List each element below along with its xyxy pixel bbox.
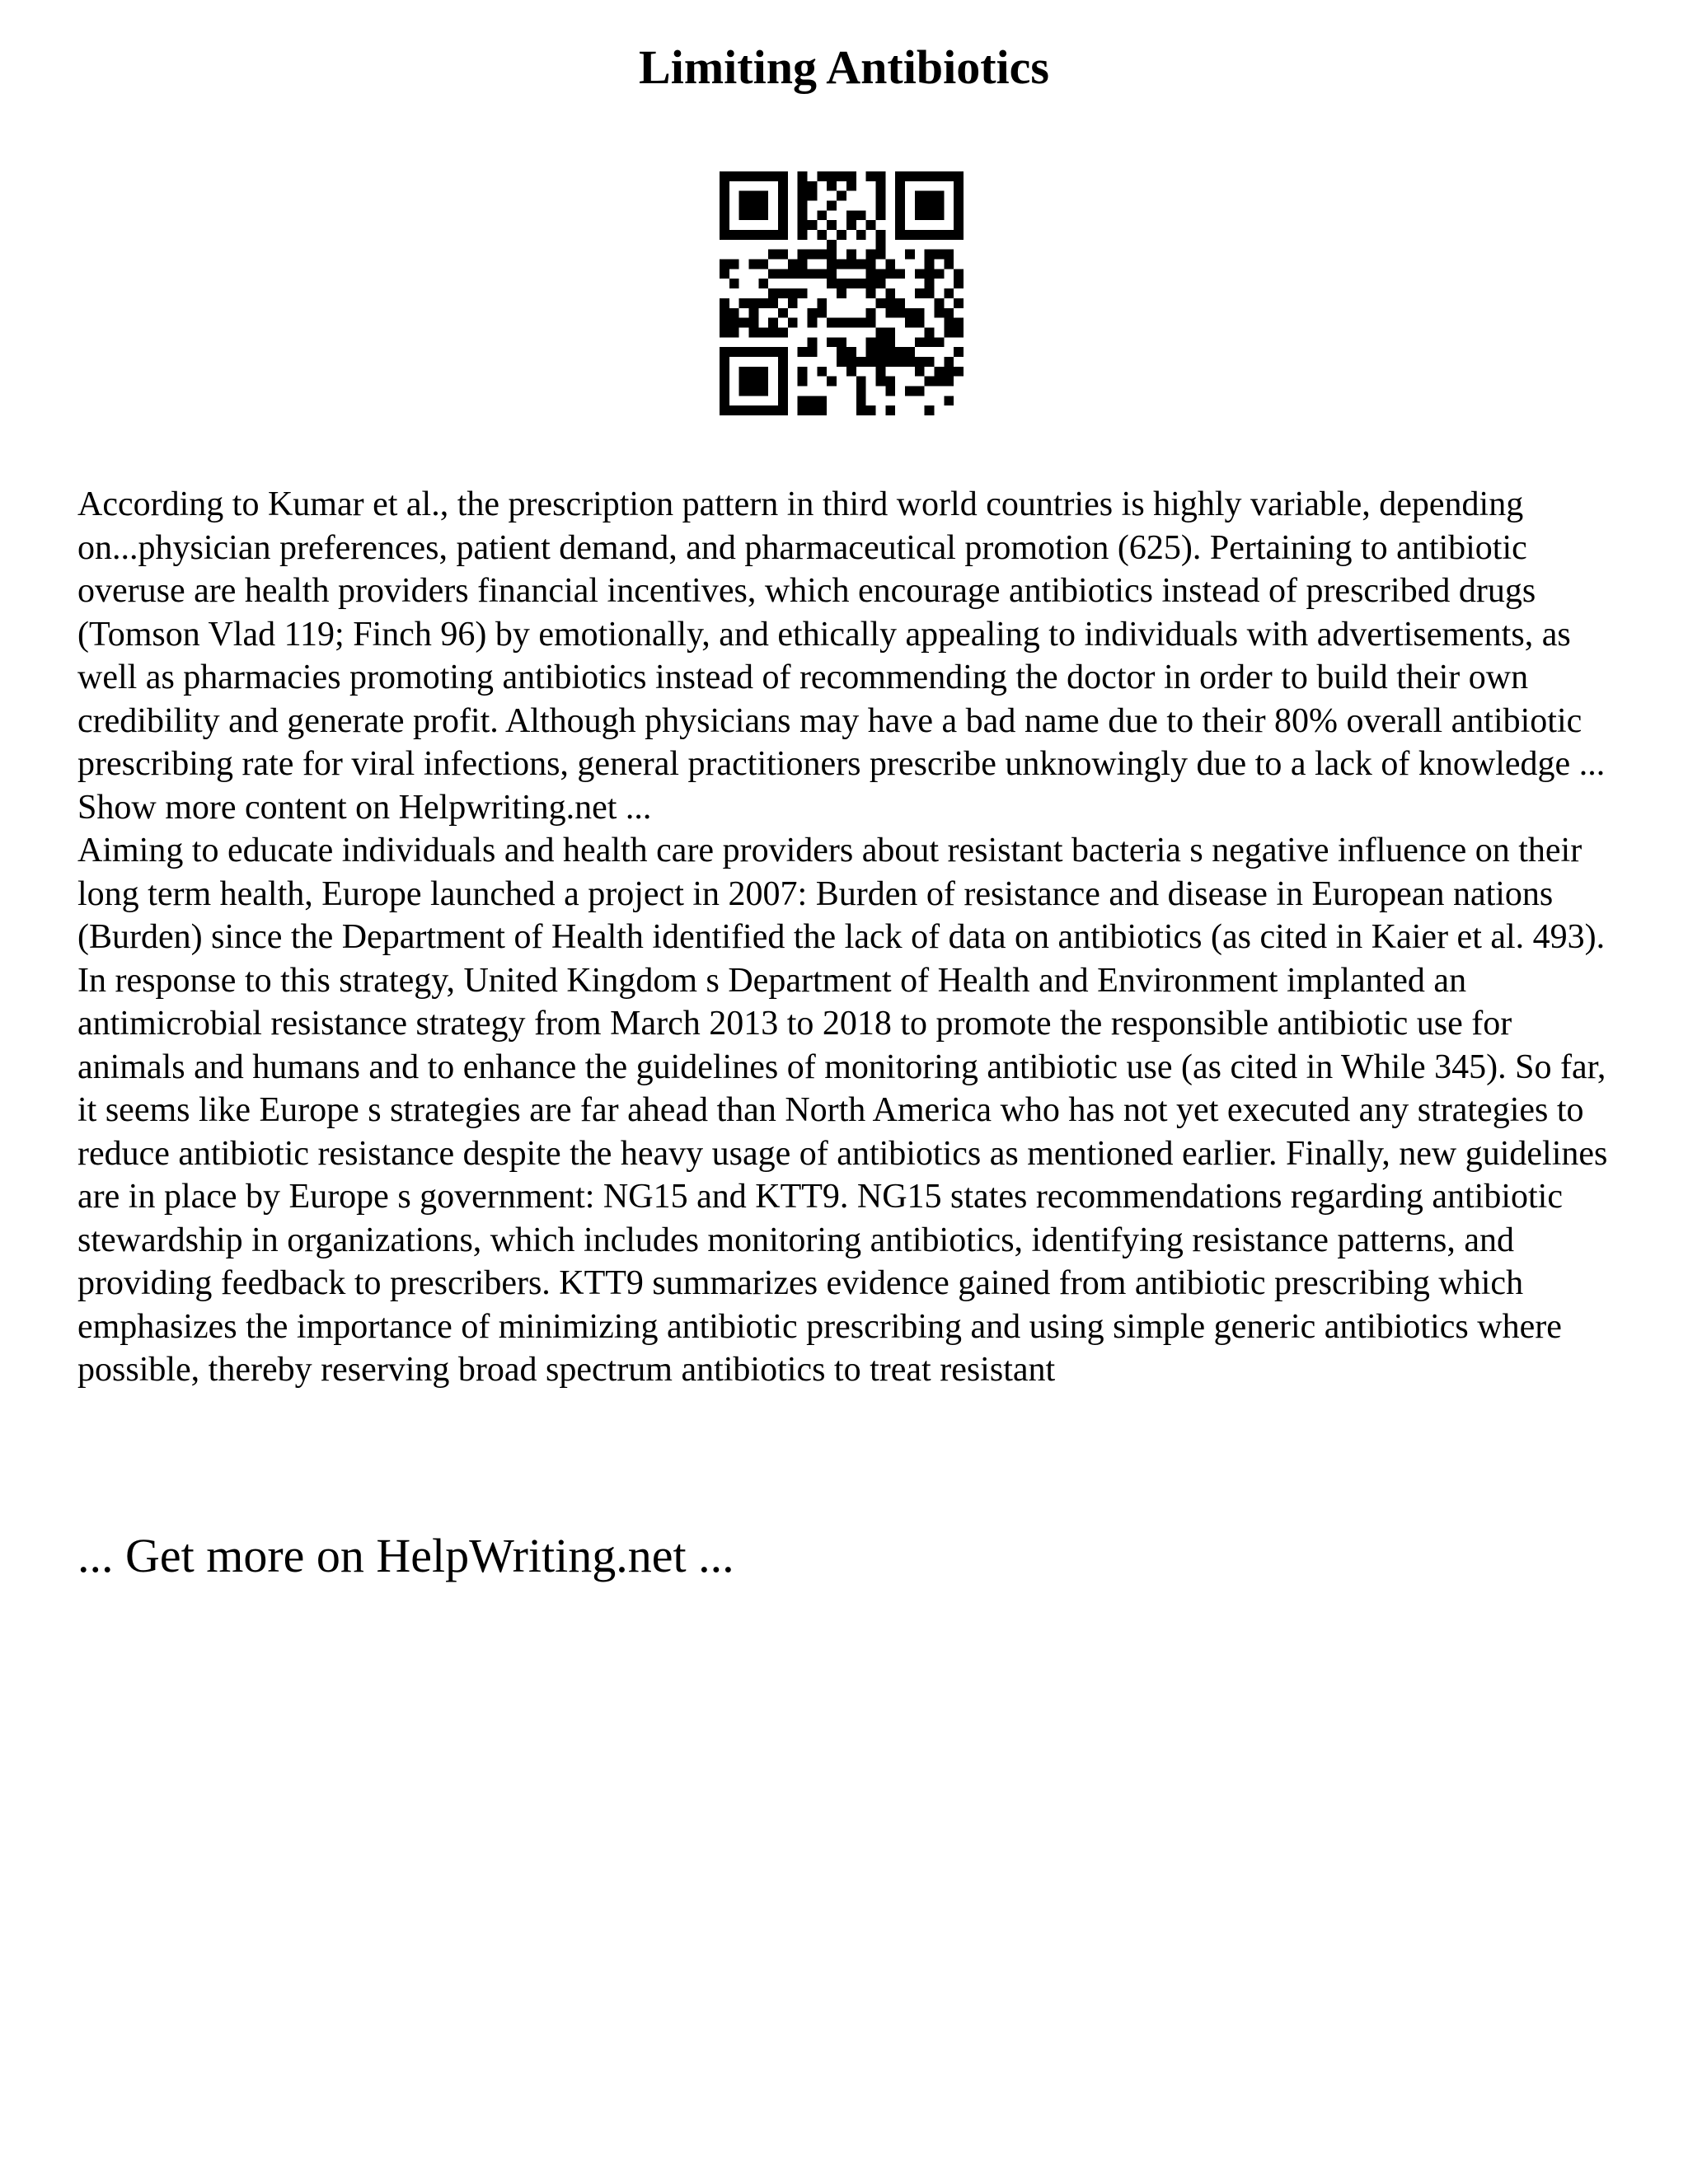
- qr-module: [885, 337, 895, 347]
- qr-module: [827, 260, 837, 269]
- qr-module: [875, 327, 885, 337]
- qr-module: [808, 405, 818, 415]
- qr-module: [837, 357, 846, 367]
- qr-module: [837, 230, 846, 240]
- qr-module: [944, 396, 954, 405]
- qr-module: [866, 250, 876, 260]
- qr-module: [895, 347, 905, 357]
- qr-module: [798, 250, 808, 260]
- qr-module: [808, 347, 818, 357]
- qr-module: [837, 260, 846, 269]
- qr-module: [817, 230, 827, 240]
- qr-module: [856, 386, 866, 396]
- qr-module: [778, 308, 788, 318]
- qr-module: [856, 279, 866, 288]
- qr-module: [934, 367, 944, 377]
- qr-module: [827, 269, 837, 279]
- qr-module: [798, 210, 808, 220]
- qr-module: [720, 327, 729, 337]
- page-title: Limiting Antibiotics: [639, 40, 1049, 94]
- qr-module: [885, 298, 895, 308]
- qr-module: [895, 308, 905, 318]
- qr-module: [885, 357, 895, 367]
- qr-module: [944, 288, 954, 298]
- qr-module: [875, 250, 885, 260]
- qr-module: [875, 337, 885, 347]
- qr-module: [954, 269, 964, 279]
- qr-module: [827, 377, 837, 387]
- article-body: [77, 483, 1627, 1392]
- qr-module: [817, 250, 827, 260]
- qr-module: [808, 337, 818, 347]
- qr-module: [856, 210, 866, 220]
- qr-module: [944, 377, 954, 387]
- qr-module: [944, 318, 954, 328]
- qr-module: [875, 191, 885, 201]
- qr-module: [749, 308, 759, 318]
- qr-module: [808, 318, 818, 328]
- qr-module: [915, 288, 925, 298]
- qr-module: [944, 367, 954, 377]
- qr-module: [749, 327, 759, 337]
- qr-module: [808, 220, 818, 230]
- qr-module: [875, 171, 885, 181]
- qr-module: [846, 318, 856, 328]
- qr-module: [885, 327, 895, 337]
- qr-module: [798, 171, 808, 181]
- qr-module: [875, 210, 885, 220]
- qr-module: [749, 298, 759, 308]
- qr-module: [925, 357, 935, 367]
- qr-module: [758, 279, 768, 288]
- qr-module: [885, 260, 895, 269]
- qr-module: [875, 279, 885, 288]
- qr-module: [817, 367, 827, 377]
- qr-module: [720, 318, 729, 328]
- qr-module: [925, 405, 935, 415]
- qr-finder-top-right: [895, 171, 964, 240]
- qr-module: [808, 181, 818, 191]
- qr-module: [749, 318, 759, 328]
- qr-module: [925, 337, 935, 347]
- qr-module: [729, 279, 739, 288]
- qr-module: [915, 269, 925, 279]
- qr-module: [729, 308, 739, 318]
- qr-module: [798, 230, 808, 240]
- qr-module: [934, 308, 944, 318]
- qr-module: [808, 269, 818, 279]
- qr-module: [837, 171, 846, 181]
- qr-module: [749, 260, 759, 269]
- qr-module: [729, 327, 739, 337]
- qr-module: [915, 386, 925, 396]
- qr-module: [788, 288, 798, 298]
- qr-module: [905, 250, 915, 260]
- qr-module: [720, 269, 729, 279]
- qr-module: [768, 288, 778, 298]
- qr-module: [856, 396, 866, 405]
- qr-module: [915, 337, 925, 347]
- qr-module: [934, 377, 944, 387]
- qr-module: [944, 308, 954, 318]
- qr-module: [798, 191, 808, 201]
- qr-module: [925, 327, 935, 337]
- qr-module: [856, 230, 866, 240]
- qr-module: [846, 260, 856, 269]
- qr-module: [798, 220, 808, 230]
- qr-module: [954, 279, 964, 288]
- qr-module: [768, 318, 778, 328]
- paragraph-1: According to Kumar et al., the prescription pattern in third world countries is highly variable, depending on...physician preferences, patient demand, and pharmaceutical promotion (625). Pertaining to antibiotic overuse are health providers financial incentives, which encourage antibiotics instead of prescribed drugs (Tomson Vlad 119; Finch 96) by emotionally, and ethically appealing to individuals with advertisements, as well as pharmacies promoting antibiotics instead of recommending the doctor in order to build their own credibility and generate profit. Although physicians may have a bad name due to their 80% overall antibiotic prescribing rate for viral infections, general practitioners prescribe unknowingly due to a lack of knowledge ... Show more content on Helpwriting.net ...: [77, 485, 1606, 827]
- qr-module: [925, 377, 935, 387]
- qr-module: [905, 357, 915, 367]
- get-more-link[interactable]: ... Get more on HelpWriting.net ...: [77, 1529, 734, 1582]
- qr-module: [798, 260, 808, 269]
- qr-module: [817, 171, 827, 181]
- qr-module: [866, 318, 876, 328]
- qr-module: [788, 269, 798, 279]
- qr-module: [915, 367, 925, 377]
- qr-module: [788, 318, 798, 328]
- qr-module: [837, 347, 846, 357]
- qr-module: [798, 269, 808, 279]
- qr-module: [925, 260, 935, 269]
- qr-code-icon: [720, 171, 964, 415]
- qr-module: [837, 337, 846, 347]
- qr-module: [885, 308, 895, 318]
- qr-module: [895, 357, 905, 367]
- qr-module: [778, 288, 788, 298]
- qr-module: [934, 269, 944, 279]
- qr-module: [905, 308, 915, 318]
- qr-module: [856, 357, 866, 367]
- qr-module: [827, 279, 837, 288]
- qr-module: [846, 347, 856, 357]
- qr-module: [817, 269, 827, 279]
- qr-module: [875, 181, 885, 191]
- qr-module: [827, 201, 837, 211]
- qr-module: [875, 298, 885, 308]
- qr-module: [768, 269, 778, 279]
- qr-module: [758, 260, 768, 269]
- qr-module: [827, 240, 837, 250]
- qr-module: [778, 250, 788, 260]
- qr-module: [808, 308, 818, 318]
- qr-module: [925, 288, 935, 298]
- qr-module: [808, 191, 818, 201]
- qr-module: [846, 171, 856, 181]
- qr-module: [827, 171, 837, 181]
- qr-module: [798, 347, 808, 357]
- qr-module: [846, 250, 856, 260]
- qr-module: [885, 269, 895, 279]
- qr-module: [895, 298, 905, 308]
- qr-module: [954, 367, 964, 377]
- qr-module: [856, 318, 866, 328]
- qr-module: [827, 337, 837, 347]
- qr-module: [866, 171, 876, 181]
- qr-module: [875, 240, 885, 250]
- qr-module: [739, 318, 749, 328]
- qr-module: [866, 357, 876, 367]
- qr-module: [885, 288, 895, 298]
- qr-module: [885, 377, 895, 387]
- qr-module: [944, 327, 954, 337]
- qr-module: [758, 298, 768, 308]
- qr-module: [866, 279, 876, 288]
- qr-module: [817, 210, 827, 220]
- qr-module: [798, 396, 808, 405]
- qr-module: [934, 298, 944, 308]
- qr-module: [954, 298, 964, 308]
- qr-module: [817, 396, 827, 405]
- qr-module: [925, 279, 935, 288]
- qr-module: [866, 347, 876, 357]
- qr-module: [915, 357, 925, 367]
- qr-module: [875, 230, 885, 240]
- qr-module: [798, 181, 808, 191]
- qr-module: [905, 347, 915, 357]
- qr-module: [768, 298, 778, 308]
- qr-module: [837, 318, 846, 328]
- qr-module: [846, 210, 856, 220]
- qr-module: [827, 220, 837, 230]
- qr-module: [837, 191, 846, 201]
- qr-module: [856, 377, 866, 387]
- qr-module: [885, 347, 895, 357]
- qr-module: [778, 269, 788, 279]
- qr-module: [944, 357, 954, 367]
- qr-module: [768, 250, 778, 260]
- qr-module: [915, 308, 925, 318]
- qr-module: [837, 288, 846, 298]
- qr-module: [798, 405, 808, 415]
- qr-module: [866, 220, 876, 230]
- qr-module: [875, 347, 885, 357]
- qr-module: [827, 318, 837, 328]
- qr-module: [925, 250, 935, 260]
- qr-module: [798, 377, 808, 387]
- qr-module: [729, 318, 739, 328]
- qr-module: [846, 181, 856, 191]
- qr-finder-top-left: [720, 171, 788, 240]
- qr-module: [758, 327, 768, 337]
- qr-module: [846, 279, 856, 288]
- qr-module: [954, 347, 964, 357]
- qr-module: [895, 269, 905, 279]
- qr-module: [954, 318, 964, 328]
- qr-module: [944, 260, 954, 269]
- qr-module: [856, 405, 866, 415]
- qr-module: [866, 337, 876, 347]
- qr-module: [808, 396, 818, 405]
- qr-module: [808, 250, 818, 260]
- qr-module: [846, 220, 856, 230]
- qr-module: [954, 327, 964, 337]
- qr-module: [788, 298, 798, 308]
- qr-module: [875, 201, 885, 211]
- qr-module: [798, 201, 808, 211]
- qr-module: [905, 386, 915, 396]
- qr-module: [875, 377, 885, 387]
- qr-module: [875, 367, 885, 377]
- qr-module: [866, 288, 876, 298]
- qr-module: [846, 357, 856, 367]
- qr-module: [798, 367, 808, 377]
- qr-code-graphic: [720, 171, 964, 415]
- qr-module: [944, 250, 954, 260]
- qr-module: [905, 318, 915, 328]
- qr-module: [866, 269, 876, 279]
- qr-module: [720, 308, 729, 318]
- qr-module: [837, 279, 846, 288]
- qr-module: [885, 386, 895, 396]
- qr-module: [720, 260, 729, 269]
- qr-module: [739, 298, 749, 308]
- qr-module: [817, 308, 827, 318]
- qr-module: [788, 260, 798, 269]
- qr-module: [934, 250, 944, 260]
- paragraph-2: Aiming to educate individuals and health care providers about resistant bacteria s negative influence on their long term health, Europe launched a project in 2007: Burden of resistance and disease in European nations (Burden) since the Department of Health identified the lack of data on antibiotics (as cited in Kaier et al. 493). In response to this strategy, United Kingdom s Department of Health and Environment implanted an antimicrobial resistance strategy from March 2013 to 2018 to promote the responsible antibiotic use for animals and humans and to enhance the guidelines of monitoring antibiotic use (as cited in While 345). So far, it seems like Europe s strategies are far ahead than North America who has not yet executed any strategies to reduce antibiotic resistance despite the heavy usage of antibiotics as mentioned earlier. Finally, new guidelines are in place by Europe s government: NG15 and KTT9. NG15 states recommendations regarding antibiotic stewardship in organizations, which includes monitoring antibiotics, identifying resistance patterns, and providing feedback to prescribers. KTT9 summarizes evidence gained from antibiotic prescribing which emphasizes the importance of minimizing antibiotic prescribing and using simple generic antibiotics where possible, thereby reserving broad spectrum antibiotics to treat resistant: [77, 832, 1608, 1389]
- qr-module: [925, 269, 935, 279]
- qr-module: [798, 288, 808, 298]
- qr-module: [827, 250, 837, 260]
- qr-module: [846, 367, 856, 377]
- qr-module: [915, 318, 925, 328]
- qr-module: [866, 260, 876, 269]
- qr-module: [778, 327, 788, 337]
- qr-module: [885, 405, 895, 415]
- qr-module: [934, 337, 944, 347]
- qr-module: [817, 405, 827, 415]
- qr-module: [866, 308, 876, 318]
- qr-finder-bottom-left: [720, 347, 788, 415]
- qr-module: [827, 181, 837, 191]
- qr-module: [720, 298, 729, 308]
- qr-module: [817, 298, 827, 308]
- qr-module: [768, 327, 778, 337]
- qr-module: [729, 260, 739, 269]
- qr-module: [856, 260, 866, 269]
- qr-module: [875, 269, 885, 279]
- qr-module: [866, 405, 876, 415]
- qr-module: [875, 357, 885, 367]
